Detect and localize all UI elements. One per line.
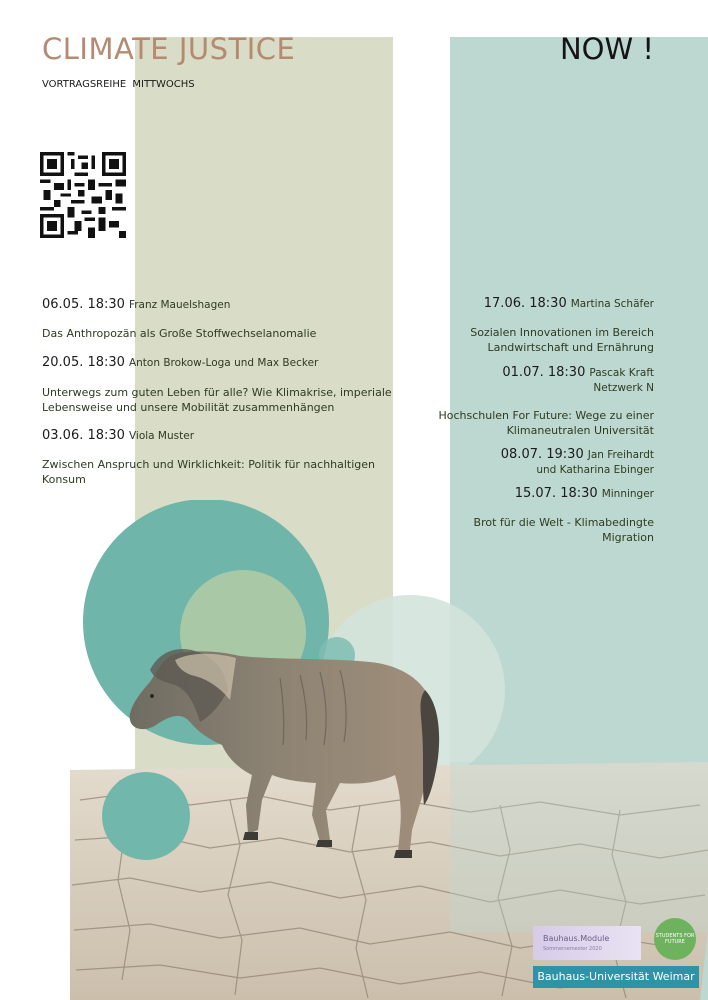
talk-speaker: Anton Brokow-Loga und Max Becker xyxy=(128,357,319,369)
talk-topic-line: Brot für die Welt - Klimabedingte xyxy=(473,516,654,529)
talk-date: 06.05. 18:30 xyxy=(42,297,125,312)
talk-topic-line: Migration xyxy=(602,531,654,544)
talk-date: 03.06. 18:30 xyxy=(42,428,125,443)
talk-entry-3 xyxy=(42,428,402,444)
bauhaus-module-logo xyxy=(533,926,641,960)
talk-speaker-line: Netzwerk N xyxy=(593,382,654,394)
talk-entry-4 xyxy=(404,296,654,312)
talk-topic-3 xyxy=(42,457,412,487)
talk-speaker: Minninger xyxy=(601,488,654,500)
bauhaus-module-semester: Sommersemester 2020 xyxy=(543,946,602,952)
talk-topic-2 xyxy=(42,385,402,415)
talk-topic-line: Klimaneutralen Universität xyxy=(506,424,654,437)
university-name: Bauhaus-Universität Weimar xyxy=(537,970,695,983)
talk-date: 08.07. 19:30 xyxy=(500,447,584,462)
talk-speaker-line: und Katharina Ebinger xyxy=(536,464,654,476)
talk-topic-line: Unterwegs zum guten Leben für alle? Wie Klimakrise, imperiale xyxy=(42,386,392,399)
students-for-future-logo xyxy=(654,918,696,960)
talk-speaker: Jan Freihardt xyxy=(587,449,654,461)
talk-entry-1 xyxy=(42,297,402,313)
talk-date: 20.05. 18:30 xyxy=(42,355,125,370)
talk-date: 15.07. 18:30 xyxy=(514,486,598,501)
talk-speaker: Pascak Kraft xyxy=(589,367,654,379)
talk-speaker: Franz Mauelshagen xyxy=(128,299,231,311)
talk-speaker: Viola Muster xyxy=(128,430,195,442)
talk-topic-line: Landwirtschaft und Ernährung xyxy=(487,341,654,354)
talk-date: 01.07. 18:30 xyxy=(502,365,586,380)
students-for-future-text: STUDENTS FOR FUTURE xyxy=(655,933,695,945)
talk-topic-line: Zwischen Anspruch und Wirklichkeit: Politik für nachhaltigen Konsum xyxy=(42,458,376,486)
small-teal-circle-left xyxy=(102,772,190,860)
talk-entry-2 xyxy=(42,355,402,371)
talk-topic-line: Hochschulen For Future: Wege zu einer xyxy=(438,409,654,422)
talk-entry-5 xyxy=(404,365,654,396)
talk-speaker: Martina Schäfer xyxy=(570,298,654,310)
talk-topic-1 xyxy=(42,326,402,341)
qr-code-icon[interactable] xyxy=(40,152,126,238)
talk-date: 17.06. 18:30 xyxy=(483,296,567,311)
talk-entry-6 xyxy=(404,447,654,478)
talk-topic-4 xyxy=(404,325,654,355)
right-band-overlay xyxy=(450,762,708,932)
scene-illustration xyxy=(0,500,708,1000)
talk-topic-line: Lebensweise und unsere Mobilität zusammenhängen xyxy=(42,401,335,414)
bauhaus-module-name: Bauhaus.Module xyxy=(543,934,610,943)
poster-title: CLIMATE JUSTICE xyxy=(42,32,296,66)
university-logo-bar xyxy=(533,966,699,988)
talk-topic-line: Das Anthropozän als Große Stoffwechselanomalie xyxy=(42,327,317,340)
poster-subtitle: VORTRAGSREIHE MITTWOCHS xyxy=(42,79,195,90)
now-heading: NOW ! xyxy=(559,32,654,66)
talk-topic-line: Sozialen Innovationen im Bereich xyxy=(470,326,654,339)
talk-topic-5 xyxy=(384,408,654,438)
